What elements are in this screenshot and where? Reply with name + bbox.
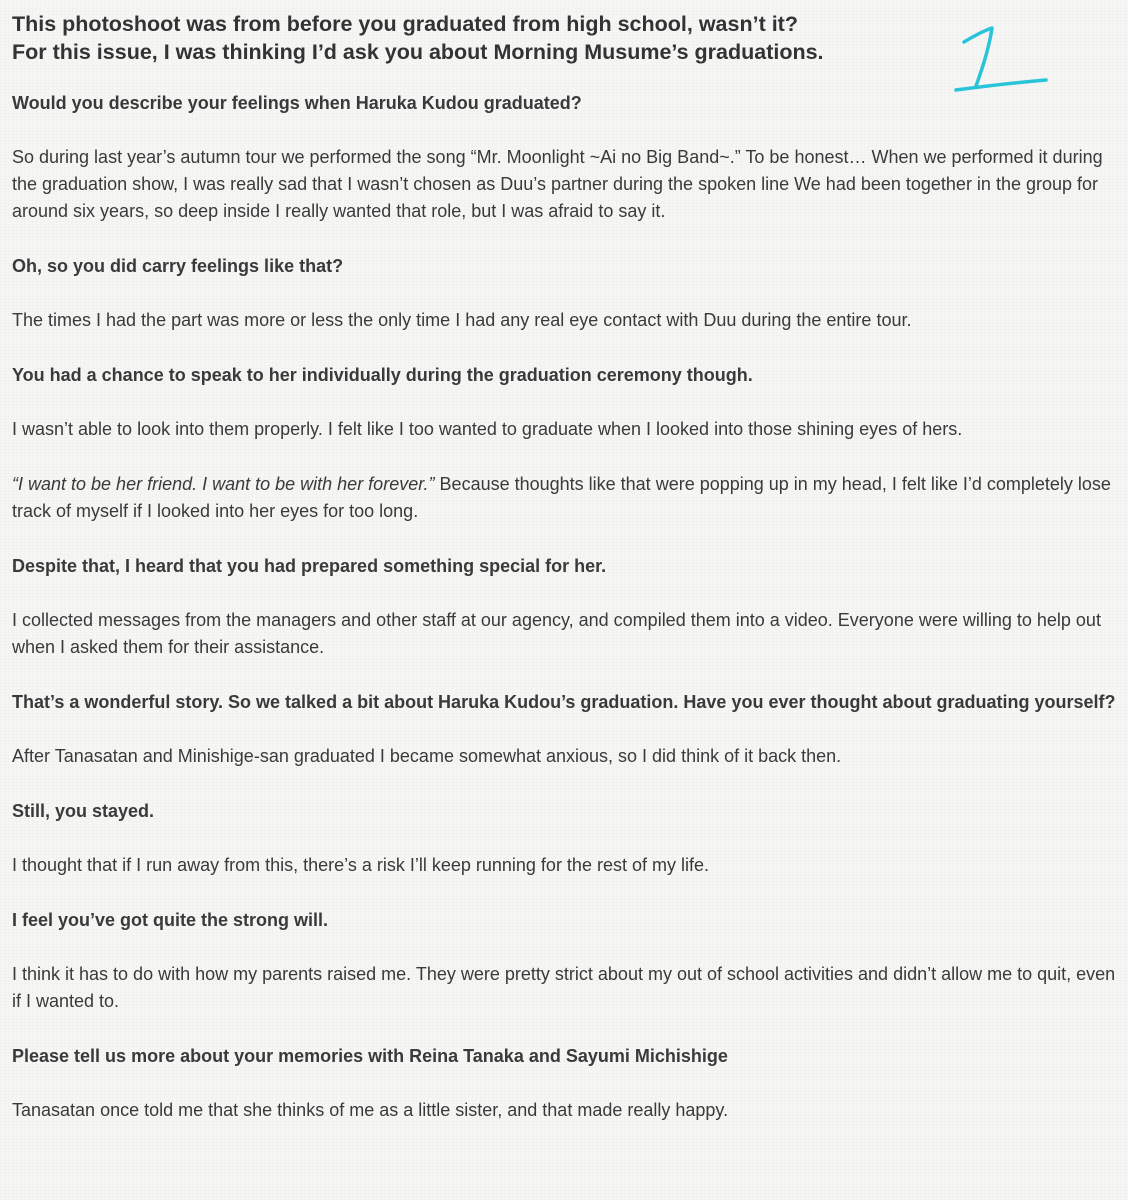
interview-question: You had a chance to speak to her individually during the graduation ceremony though. <box>12 365 753 385</box>
interview-answer <box>12 471 1120 525</box>
answer-continuation: Because thoughts like that were popping up in my head, I felt like I’d completely lose track of myself if I looked into her eyes for too long. <box>12 474 1111 521</box>
interview-question: Despite that, I heard that you had prepared something special for her. <box>12 556 607 576</box>
interview-answer: Tanasatan once told me that she thinks of me as a little sister, and that made really happy. <box>12 1100 729 1120</box>
interview-answer: I collected messages from the managers and other staff at our agency, and compiled them into a video. Everyone were willing to help out when I asked them for their assistance. <box>12 610 1101 657</box>
interview-answer: The times I had the part was more or less the only time I had any real eye contact with Duu during the entire tour. <box>12 310 912 330</box>
quoted-thought: “I want to be her friend. I want to be with her forever.” <box>12 474 435 494</box>
interview-document <box>12 10 1120 1152</box>
interview-question: Please tell us more about your memories with Reina Tanaka and Sayumi Michishige <box>12 1046 728 1066</box>
handwritten-page-number-mark <box>950 22 1050 102</box>
interview-answer: I thought that if I run away from this, there’s a risk I’ll keep running for the rest of my life. <box>12 855 709 875</box>
interview-question: Oh, so you did carry feelings like that? <box>12 256 344 276</box>
interview-question: Still, you stayed. <box>12 801 155 821</box>
interview-answer: I wasn’t able to look into them properly. I felt like I too wanted to graduate when I looked into those shining eyes of hers. <box>12 419 963 439</box>
interview-question: Would you describe your feelings when Haruka Kudou graduated? <box>12 93 582 113</box>
heading-line-1: This photoshoot was from before you graduated from high school, wasn’t it? <box>12 12 798 36</box>
heading-line-2: For this issue, I was thinking I’d ask you about Morning Musume’s graduations. <box>12 40 824 64</box>
interview-answer: So during last year’s autumn tour we performed the song “Mr. Moonlight ~Ai no Big Band~.” To be honest… When we performed it during the graduation show, I was really sad that I wasn’t chosen as Duu’s partner during the spoken line We had been together in the group for around six years, so deep inside I really wanted that role, but I was afraid to say it. <box>12 147 1103 221</box>
interview-question: I feel you’ve got quite the strong will. <box>12 910 329 930</box>
interview-question: That’s a wonderful story. So we talked a bit about Haruka Kudou’s graduation. Have you ever thought about graduating yourself? <box>12 692 1116 712</box>
interview-answer: I think it has to do with how my parents raised me. They were pretty strict about my out of school activities and didn’t allow me to quit, even if I wanted to. <box>12 964 1116 1011</box>
interview-answer: After Tanasatan and Minishige-san graduated I became somewhat anxious, so I did think of it back then. <box>12 746 842 766</box>
